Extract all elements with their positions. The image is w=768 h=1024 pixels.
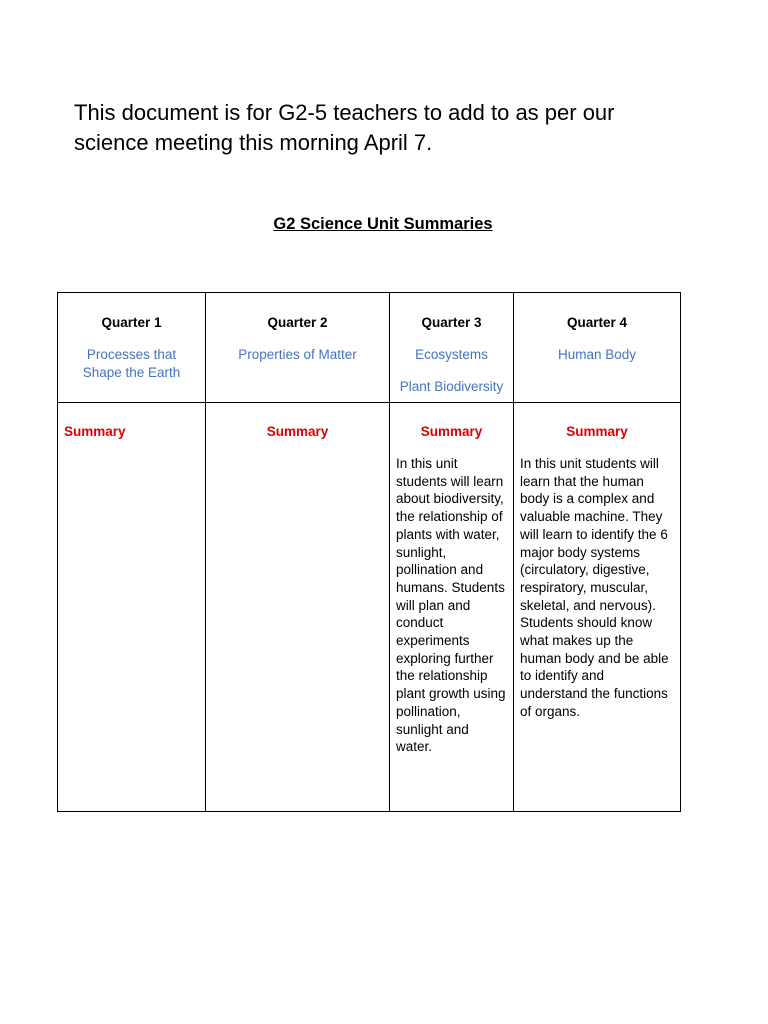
quarter-1-title: Quarter 1 — [101, 315, 162, 330]
quarter-3-topic-1: Ecosystems — [415, 347, 488, 362]
quarter-1-summary-cell — [58, 403, 206, 812]
quarter-2-summary-label: Summary — [266, 424, 329, 439]
quarter-4-summary-text: In this unit students will learn that the human body is a complex and valuable machine. They will learn to identify the 6 major body systems (circulatory, digestive, respiratory, muscular, skeletal, and nervous). Students should know what makes up the human body and be able to identify and understand the functions of organs. — [520, 456, 669, 719]
quarter-1-header-cell — [58, 293, 206, 403]
quarter-2-summary-cell — [206, 403, 390, 812]
quarter-3-summary-text: In this unit students will learn about biodiversity, the relationship of plants with water, sunlight, pollination and humans. Students will plan and conduct experiments exploring further the relationship plant growth using pollination, sunlight and water. — [396, 456, 506, 755]
quarter-4-header-cell — [514, 293, 681, 403]
quarter-4-title: Quarter 4 — [566, 315, 628, 330]
quarter-4-summary-label: Summary — [566, 424, 628, 439]
quarter-header-row — [58, 293, 681, 403]
quarter-1-topic: Processes that Shape the Earth — [82, 347, 181, 380]
quarter-4-topic: Human Body — [557, 347, 637, 362]
quarter-2-header-cell — [206, 293, 390, 403]
quarter-2-title: Quarter 2 — [267, 315, 328, 330]
quarter-3-title: Quarter 3 — [421, 315, 482, 330]
intro-paragraph: This document is for G2-5 teachers to add to as per our science meeting this morning April 7. — [74, 100, 615, 155]
quarter-3-summary-cell — [390, 403, 514, 812]
quarter-3-header-cell — [390, 293, 514, 403]
quarter-3-topic-2: Plant Biodiversity — [399, 378, 504, 394]
quarter-2-topic: Properties of Matter — [238, 347, 357, 362]
summary-row — [58, 403, 681, 812]
quarter-4-summary-cell — [514, 403, 681, 812]
quarter-3-summary-label: Summary — [420, 424, 483, 439]
quarter-1-summary-label: Summary — [64, 424, 126, 439]
unit-summary-table — [57, 292, 681, 812]
document-title: G2 Science Unit Summaries — [273, 215, 493, 233]
